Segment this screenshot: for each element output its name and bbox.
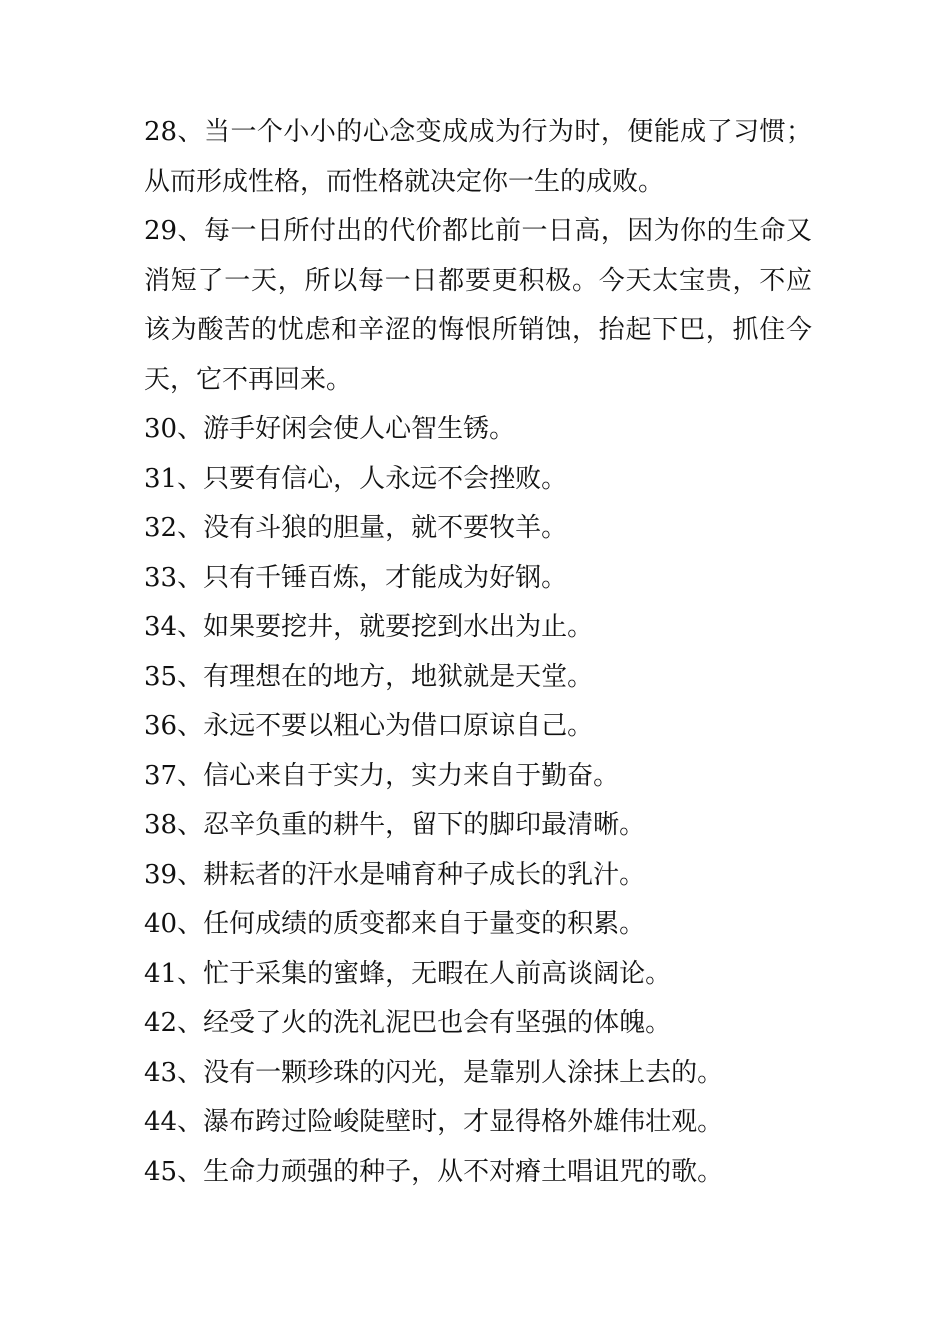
entry-number: 41	[144, 958, 178, 989]
quote-entry	[144, 207, 812, 405]
entry-text: 耕耘者的汗水是哺育种子成长的乳汁。	[203, 859, 646, 890]
entry-separator: 、	[177, 414, 204, 444]
entry-text: 每一日所付出的代价都比前一日高，因为你的生命又消短了一天，所以每一日都要更积极。今天太宝贵，不应该为酸苦的忧虑和辛涩的悔恨所销蚀，抬起下巴，抓住今天，它不再回来。	[144, 216, 812, 395]
quote-entry	[144, 1049, 812, 1099]
quote-entry	[144, 108, 812, 207]
entry-separator: 、	[177, 1008, 204, 1038]
entry-separator: 、	[177, 216, 205, 246]
entry-separator: 、	[177, 513, 204, 543]
quote-entry	[144, 554, 812, 604]
entry-separator: 、	[177, 810, 204, 840]
entry-separator: 、	[177, 760, 204, 791]
entry-text: 游手好闲会使人心智生锈。	[203, 414, 516, 444]
quote-entry	[144, 950, 812, 1000]
entry-separator: 、	[177, 1107, 204, 1137]
entry-separator: 、	[177, 612, 204, 642]
entry-separator: 、	[177, 562, 204, 593]
entry-text: 信心来自于实力，实力来自于勤奋。	[203, 760, 620, 791]
entry-text: 瀑布跨过险峻陡壁时，才显得格外雄伟壮观。	[203, 1107, 724, 1137]
quote-entry	[144, 603, 812, 653]
entry-text: 没有斗狼的胆量，就不要牧羊。	[203, 513, 568, 543]
entry-number: 32	[144, 513, 178, 543]
document-body	[144, 108, 812, 1197]
entry-text: 有理想在的地方，地狱就是天堂。	[203, 661, 594, 692]
entry-text: 忍辛负重的耕牛，留下的脚印最清晰。	[203, 810, 646, 840]
quote-entry	[144, 702, 812, 752]
entry-text: 没有一颗珍珠的闪光，是靠别人涂抹上去的。	[203, 1057, 724, 1088]
quote-entry	[144, 999, 812, 1049]
entry-separator: 、	[177, 463, 204, 494]
entry-number: 28	[144, 117, 178, 147]
entry-number: 39	[144, 859, 178, 890]
entry-text: 只要有信心，人永远不会挫败。	[203, 463, 568, 494]
entry-number: 43	[144, 1057, 178, 1088]
entry-separator: 、	[177, 117, 205, 147]
quote-entry	[144, 1148, 812, 1198]
entry-number: 29	[144, 216, 178, 246]
entry-number: 34	[144, 612, 178, 642]
entry-separator: 、	[177, 1057, 204, 1088]
entry-text: 任何成绩的质变都来自于量变的积累。	[203, 909, 646, 939]
entry-number: 37	[144, 760, 178, 791]
quote-entry	[144, 900, 812, 950]
entry-number: 40	[144, 909, 178, 939]
quote-entry	[144, 851, 812, 901]
quote-entry	[144, 504, 812, 554]
entry-number: 33	[144, 562, 178, 593]
entry-number: 38	[144, 810, 178, 840]
entry-separator: 、	[177, 859, 204, 890]
quote-entry	[144, 653, 812, 703]
entry-number: 35	[144, 661, 178, 692]
entry-text: 忙于采集的蜜蜂，无暇在人前高谈阔论。	[203, 958, 672, 989]
entry-number: 31	[144, 463, 178, 494]
quote-entry	[144, 455, 812, 505]
entry-separator: 、	[177, 711, 204, 741]
entry-text: 生命力顽强的种子，从不对瘠土唱诅咒的歌。	[203, 1156, 724, 1187]
quote-entry	[144, 801, 812, 851]
entry-separator: 、	[177, 661, 204, 692]
entry-text: 永远不要以粗心为借口原谅自己。	[203, 711, 594, 741]
entry-separator: 、	[177, 958, 204, 989]
entry-text: 当一个小小的心念变成成为行为时，便能成了习惯；从而形成性格，而性格就决定你一生的成败。	[144, 117, 812, 197]
entry-text: 经受了火的洗礼泥巴也会有坚强的体魄。	[203, 1008, 672, 1038]
entry-separator: 、	[177, 909, 204, 939]
entry-separator: 、	[177, 1156, 204, 1187]
quote-entry	[144, 1098, 812, 1148]
entry-number: 30	[144, 414, 178, 444]
entry-number: 44	[144, 1107, 178, 1137]
entry-number: 45	[144, 1156, 178, 1187]
entry-number: 36	[144, 711, 178, 741]
entry-text: 只有千锤百炼，才能成为好钢。	[203, 562, 568, 593]
quote-entry	[144, 405, 812, 455]
entry-number: 42	[144, 1008, 178, 1038]
quote-entry	[144, 752, 812, 802]
entry-text: 如果要挖井，就要挖到水出为止。	[203, 612, 594, 642]
